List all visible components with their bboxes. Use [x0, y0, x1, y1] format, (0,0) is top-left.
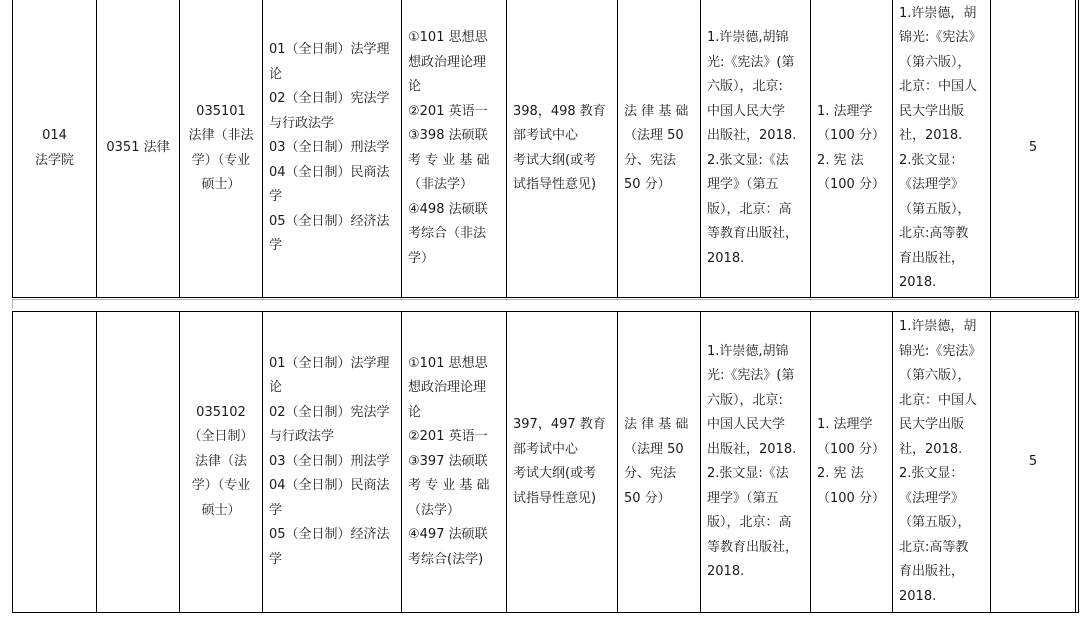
refbook-line: 版），北京：高 — [707, 201, 792, 217]
exam-line: 学） — [408, 250, 435, 266]
quota-value: 5 — [1028, 453, 1038, 469]
direction-line: 硕士） — [201, 502, 241, 518]
additional-test-cell — [811, 312, 893, 613]
refbook-line: 2.张文显:《法 — [707, 152, 789, 168]
research-line: 03（全日制）刑法学 — [269, 453, 390, 469]
retest-line: 50 分） — [624, 490, 671, 506]
exam-line: 论 — [408, 404, 422, 420]
direction-line: 035101 — [196, 103, 246, 119]
scope-line: 部考试中心 — [513, 441, 579, 457]
exam-line: ④498 法硕联 — [408, 201, 488, 217]
exam-line: 想政治理论理 — [408, 54, 487, 70]
addtest-line: 2. 宪 法 — [817, 466, 864, 481]
additional-test-cell — [811, 0, 893, 298]
scope-line: 试指导性意见) — [513, 177, 597, 192]
scope-line: 397，497 教育 — [513, 417, 606, 432]
addtest-line: （100 分） — [817, 490, 885, 506]
addbook-line: 2018. — [899, 588, 937, 604]
refbook-line: 理学》（第五 — [707, 490, 779, 506]
direction-cell — [180, 312, 263, 613]
research-line: 02（全日制）宪法学 — [269, 91, 390, 107]
research-line: 学 — [269, 238, 283, 254]
research-line: 学 — [269, 551, 283, 567]
refbook-line: 2018. — [707, 564, 745, 579]
reference-books-cell — [701, 0, 811, 298]
exam-subjects-cell — [402, 0, 507, 298]
addbook-line: 2.张文显： — [899, 152, 964, 168]
trailing-cell — [1076, 0, 1079, 298]
exam-subjects-cell — [402, 312, 507, 613]
exam-scope-cell — [507, 312, 618, 613]
exam-line: ①101 思想思 — [408, 30, 488, 45]
research-line: 03（全日制）刑法学 — [269, 140, 390, 156]
retest-line: 法 律 基 础 — [624, 103, 689, 119]
page-break-line — [12, 299, 1080, 300]
dept-code: 014 — [42, 128, 67, 143]
direction-line: 法律（非法 — [188, 128, 254, 143]
retest-line: 50 分） — [624, 177, 671, 192]
addtest-line: （100 分） — [817, 128, 885, 143]
addtest-line: （100 分） — [817, 177, 885, 192]
research-direction-cell — [263, 0, 402, 298]
scope-line: 考试大纲(或考 — [513, 152, 597, 168]
direction-line: 法律（法 — [194, 453, 247, 469]
research-line: 02（全日制）宪法学 — [269, 404, 390, 420]
program-table-1 — [12, 0, 1079, 298]
refbook-line: 等教育出版社， — [707, 539, 799, 555]
research-line: 论 — [269, 380, 283, 396]
addbook-line: （第五版）， — [899, 515, 971, 530]
addbook-line: 北京:高等教 — [899, 226, 969, 241]
exam-line: （非法学） — [408, 177, 474, 192]
exam-line: ①101 思想思 — [408, 355, 488, 371]
refbook-line: 光:《宪法》(第 — [707, 368, 795, 383]
addbook-line: 《法理学》 — [899, 490, 965, 506]
scope-line: 398，498 教育 — [513, 103, 606, 119]
direction-line: （全日制） — [188, 429, 254, 445]
retest-line: 法 律 基 础 — [624, 417, 689, 432]
retest-subjects-cell — [618, 0, 701, 298]
refbook-line: 中国人民大学 — [707, 417, 786, 432]
additional-books-cell — [893, 312, 991, 613]
refbook-line: 2.张文显:《法 — [707, 466, 789, 481]
research-line: 学 — [269, 502, 283, 518]
additional-books-cell — [893, 0, 991, 298]
major-name: 0351 法律 — [106, 140, 170, 156]
addbook-line: （第六版）， — [899, 54, 971, 70]
exam-line: 想政治理论理 — [408, 380, 487, 396]
retest-line: 分、宪法 — [624, 466, 677, 481]
research-direction-cell — [263, 312, 402, 613]
program-table-2 — [12, 311, 1079, 613]
major-cell — [97, 0, 180, 298]
exam-line: 论 — [408, 79, 422, 94]
refbook-line: 等教育出版社， — [707, 226, 799, 241]
major-cell — [97, 312, 180, 613]
addbook-line: 北京：中国人 — [899, 392, 978, 408]
addbook-line: 育出版社， — [899, 250, 965, 266]
addbook-line: 锦光:《宪法》 — [899, 343, 982, 359]
addtest-line: 2. 宪 法 — [817, 152, 864, 168]
exam-line: 考综合(法学) — [408, 551, 484, 567]
addbook-line: 育出版社， — [899, 564, 965, 579]
direction-line: 学）（专业 — [191, 478, 251, 494]
retest-line: 分、宪法 — [624, 152, 677, 168]
addbook-line: 民大学出版 — [899, 103, 965, 119]
addbook-line: 锦光:《宪法》 — [899, 30, 982, 45]
refbook-line: 出版社，2018. — [707, 441, 797, 457]
scope-line: 试指导性意见) — [513, 490, 597, 506]
addbook-line: （第五版）， — [899, 201, 971, 217]
dept-name: 法学院 — [34, 152, 74, 168]
retest-line: （法理 50 — [624, 441, 684, 457]
addbook-line: 2018. — [899, 275, 937, 290]
exam-line: ②201 英语一 — [408, 103, 488, 119]
direction-line: 学）（专业 — [191, 152, 251, 168]
addbook-line: 《法理学》 — [899, 177, 965, 192]
research-line: 01（全日制）法学理 — [269, 42, 390, 58]
reference-books-cell — [701, 312, 811, 613]
refbook-line: 六版），北京: — [707, 392, 783, 408]
addbook-line: 民大学出版 — [899, 417, 965, 432]
addbook-line: 2.张文显： — [899, 466, 964, 481]
exam-line: ④497 法硕联 — [408, 527, 488, 543]
exam-line: 考综合（非法 — [408, 226, 487, 241]
page-break-tick — [12, 299, 13, 309]
quota-cell — [991, 0, 1076, 298]
refbook-line: 1.许崇德,胡锦 — [707, 30, 789, 45]
research-line: 学 — [269, 189, 283, 205]
research-line: 与行政法学 — [269, 429, 335, 445]
exam-scope-cell — [507, 0, 618, 298]
research-line: 05（全日制）经济法 — [269, 213, 390, 229]
page-break — [0, 297, 1080, 310]
research-line: 05（全日制）经济法 — [269, 527, 390, 543]
refbook-line: 出版社，2018. — [707, 128, 797, 143]
addtest-line: （100 分） — [817, 441, 885, 457]
refbook-line: 1.许崇德,胡锦 — [707, 343, 789, 359]
addbook-line: 社，2018. — [899, 128, 963, 143]
refbook-line: 中国人民大学 — [707, 103, 786, 119]
addbook-line: 北京:高等教 — [899, 539, 969, 555]
direction-line: 035102 — [196, 404, 246, 420]
dept-cell — [13, 312, 97, 613]
research-line: 论 — [269, 66, 283, 82]
direction-line: 硕士） — [201, 177, 241, 192]
exam-line: ②201 英语一 — [408, 429, 488, 445]
dept-cell — [13, 0, 97, 298]
quota-cell — [991, 312, 1076, 613]
direction-cell — [180, 0, 263, 298]
addtest-line: 1. 法理学 — [817, 417, 873, 432]
addbook-line: （第六版）， — [899, 368, 971, 383]
addbook-line: 北京：中国人 — [899, 79, 978, 94]
addbook-line: 社，2018. — [899, 441, 963, 457]
refbook-line: 光:《宪法》(第 — [707, 54, 795, 70]
research-line: 04（全日制）民商法 — [269, 478, 390, 494]
addtest-line: 1. 法理学 — [817, 103, 873, 119]
refbook-line: 六版），北京: — [707, 79, 783, 94]
table-row — [13, 0, 1079, 298]
scope-line: 部考试中心 — [513, 128, 579, 143]
quota-value: 5 — [1028, 140, 1038, 156]
refbook-line: 理学》（第五 — [707, 177, 779, 192]
research-line: 04（全日制）民商法 — [269, 164, 390, 180]
trailing-cell — [1076, 312, 1079, 613]
refbook-line: 版），北京：高 — [707, 515, 792, 530]
refbook-line: 2018. — [707, 250, 745, 266]
exam-line: ③397 法硕联 — [408, 453, 488, 469]
exam-line: ③398 法硕联 — [408, 128, 488, 143]
research-line: 01（全日制）法学理 — [269, 355, 390, 371]
addbook-line: 1.许崇德，胡 — [899, 319, 977, 334]
exam-line: 考 专 业 基 础 — [408, 478, 490, 494]
retest-line: （法理 50 — [624, 128, 684, 143]
exam-line: （法学） — [408, 502, 461, 518]
scope-line: 考试大纲(或考 — [513, 466, 597, 481]
research-line: 与行政法学 — [269, 115, 335, 131]
exam-line: 考 专 业 基 础 — [408, 152, 490, 168]
retest-subjects-cell — [618, 312, 701, 613]
table-row — [13, 312, 1079, 613]
addbook-line: 1.许崇德，胡 — [899, 5, 977, 21]
